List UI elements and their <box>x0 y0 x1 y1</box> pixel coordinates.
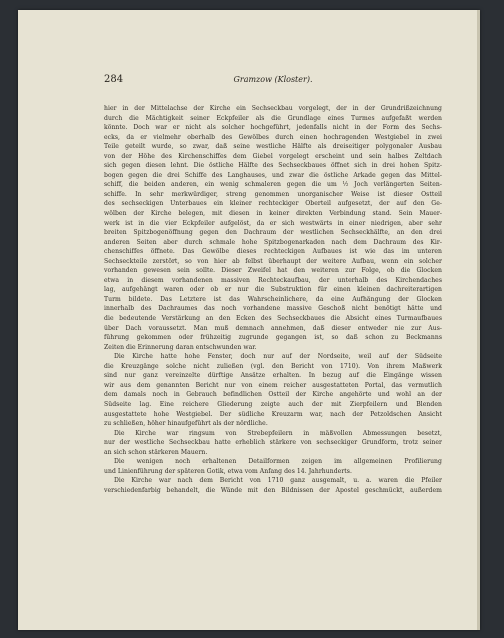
text-line: wölben der Kirche belegen, mit diesen in keiner direkten Verbindung stand. Sein Mauer- <box>104 210 442 218</box>
text-line: Zeiten die Erinnerung daran entschwunden war. <box>104 343 257 351</box>
text-line: wir aus dem genannten Bericht nur von einem reicher ausgestatteten Portal, das vermutlich <box>104 381 442 389</box>
text-line: durch die Mächtigkeit seiner Eckpfeiler als die Grundlage eines Turmes aufgefaßt werden <box>104 114 442 122</box>
text-line: chenschiffes öffnete. Das Gewölbe dieses rechteckigen Aufbaues ist wie das im unteren <box>104 248 442 256</box>
page-number: 284 <box>104 74 124 85</box>
text-line: ausgestattete hohe Westgiebel. Der südliche Kreuzarm war, nach der Petzoldschen Ansicht <box>104 410 442 418</box>
text-line: Turm bildete. Das Letztere ist das Wahrscheinlichere, da eine Aufhängung der Glocken <box>104 295 442 303</box>
text-line: Die Kirche war ringsum von Strebepfeilern in mäßvollen Abmessungen besetzt, <box>114 429 442 437</box>
body-text <box>104 104 442 495</box>
text-line: und Linienführung der späteren Gotik, etwa vom Anfang des 14. Jahrhunderts. <box>104 467 352 475</box>
text-line: die Kreuzgänge solche nicht zuließen (vgl. den Bericht von 1710). Von ihrem Maßwerk <box>104 362 442 370</box>
page-header <box>104 74 442 88</box>
text-line: anderen Seiten aber durch schmale hohe Spitzbogenarkaden nach dem Dachraum des Kir- <box>104 238 442 246</box>
text-line: des sechseckigen Unterbaues ein kleiner rechteckiger Oberteil aufgesetzt, der auf den Ge- <box>104 200 442 208</box>
text-line: Die Kirche war nach dem Bericht von 1710 ganz ausgemalt, u. a. waren die Pfeiler <box>114 477 442 485</box>
text-line: etwa in diesem vorhandenen massiven Rechteckaufbau, der unterhalb des Kirchendaches <box>104 276 442 284</box>
text-line: nur der westliche Sechseckbau hatte erheblich stärkere von sechseckiger Grundform, trotz seiner <box>104 439 442 447</box>
text-line: an sich schon stärkeren Mauern. <box>104 448 208 456</box>
page-edge <box>477 10 480 630</box>
text-line: zu schließen, höher hinaufgeführt als der nördliche. <box>104 420 268 428</box>
text-line: lag, aufgehängt waren oder ob er nur die Substruktion für einen kleinen dachreiterartigen <box>104 286 442 294</box>
text-line: hier in der Mittelachse der Kirche ein Sechseckbau vorgelegt, der in der Grundrißzeichnung <box>104 105 442 112</box>
text-line: Sechseckteile zerstört, so von hier ab felbst überhaupt der weitere Aufbau, wenn ein solcher <box>104 257 442 265</box>
text-line: Südseite lag. Eine reichere Gliederung zeigte auch der mit Zierpfeilern und Blenden <box>104 400 442 408</box>
text-line: sich gegen diesen lehnt. Die östliche Hälfte des Sechseckbaues öffnet sich in drei hohen Spitz- <box>104 162 442 170</box>
text-line: innerhalb des Dachraumes das noch vorhandene massive Geschoß nicht benötigt hätte und <box>104 305 442 313</box>
text-line: von der Höhe des Kirchenschiffes dem Giebel vorgelegt erscheint und sein halbes Zeltdach <box>104 152 442 160</box>
text-line: über Dach voraussetzt. Man muß demnach annehmen, daß dieser entweder nie zur Aus- <box>104 324 442 332</box>
text-line: ecks, da er vielmehr oberhalb des Gewölbes durch einen hochragenden Westgiebel in zwei <box>104 133 442 141</box>
running-title: Gramzow (Kloster). <box>233 75 313 84</box>
text-line: dem damals noch in Gebrauch befindlichen Ostteil der Kirche angehörte und wohl an der <box>104 391 442 399</box>
text-line: Die Kirche hatte hohe Fenster, doch nur auf der Nordseite, weil auf der Südseite <box>114 353 442 361</box>
text-line: führung gekommen oder frühzeitig zugrunde gegangen ist, so daß schon zu Beckmanns <box>104 334 442 342</box>
text-line: verschiedenfarbig behandelt, die Wände mit den Bildnissen der Apostel geschmückt, außerdem <box>104 486 442 494</box>
text-line: werk ist in die vier Eckpfeiler aufgelöst, da er sich westwärts in einer niedrigen, aber sehr <box>104 219 442 227</box>
text-line: schiff, die beiden anderen, ein wenig schmaleren gegen die um ½ Joch verlängerten Seiten- <box>104 181 442 189</box>
text-line: vorhanden gewesen sein sollte. Dieser Zweifel hat den weiteren zur Folge, ob die Glocken <box>104 267 442 275</box>
book-page <box>18 10 480 630</box>
text-line: breiten Spitzbogenöffnung gegen den Dachraum der westlichen Sechseckhälfte, an den drei <box>104 229 442 237</box>
text-line: sind nur ganz vereinzelte dürftige Ansätze erhalten. In bezug auf die Eingänge wissen <box>104 372 442 380</box>
text-line: schiffe. In sehr merkwürdiger, streng genommen unorganischer Weise ist dieser Ostteil <box>104 190 442 198</box>
text-line: bogen gegen die drei Schiffe des Langhauses, und zwar die östliche Arkade gegen das Mittel- <box>104 171 442 179</box>
text-line: könnte. Doch war er nicht als solcher hochgeführt, jedenfalls nicht in der Form des Sechs- <box>104 124 442 132</box>
text-line: Teile geteilt wurde, so zwar, daß seine westliche Hälfte als dreiseitiger polygonaler Ausbau <box>104 143 442 151</box>
text-line: die bedeutende Verstärkung an den Ecken des Sechseckbaues die Absicht eines Turmaufbaues <box>104 315 442 323</box>
text-line: Die wenigen noch erhaltenen Detailformen zeigen im allgemeinen Profilierung <box>114 458 442 466</box>
